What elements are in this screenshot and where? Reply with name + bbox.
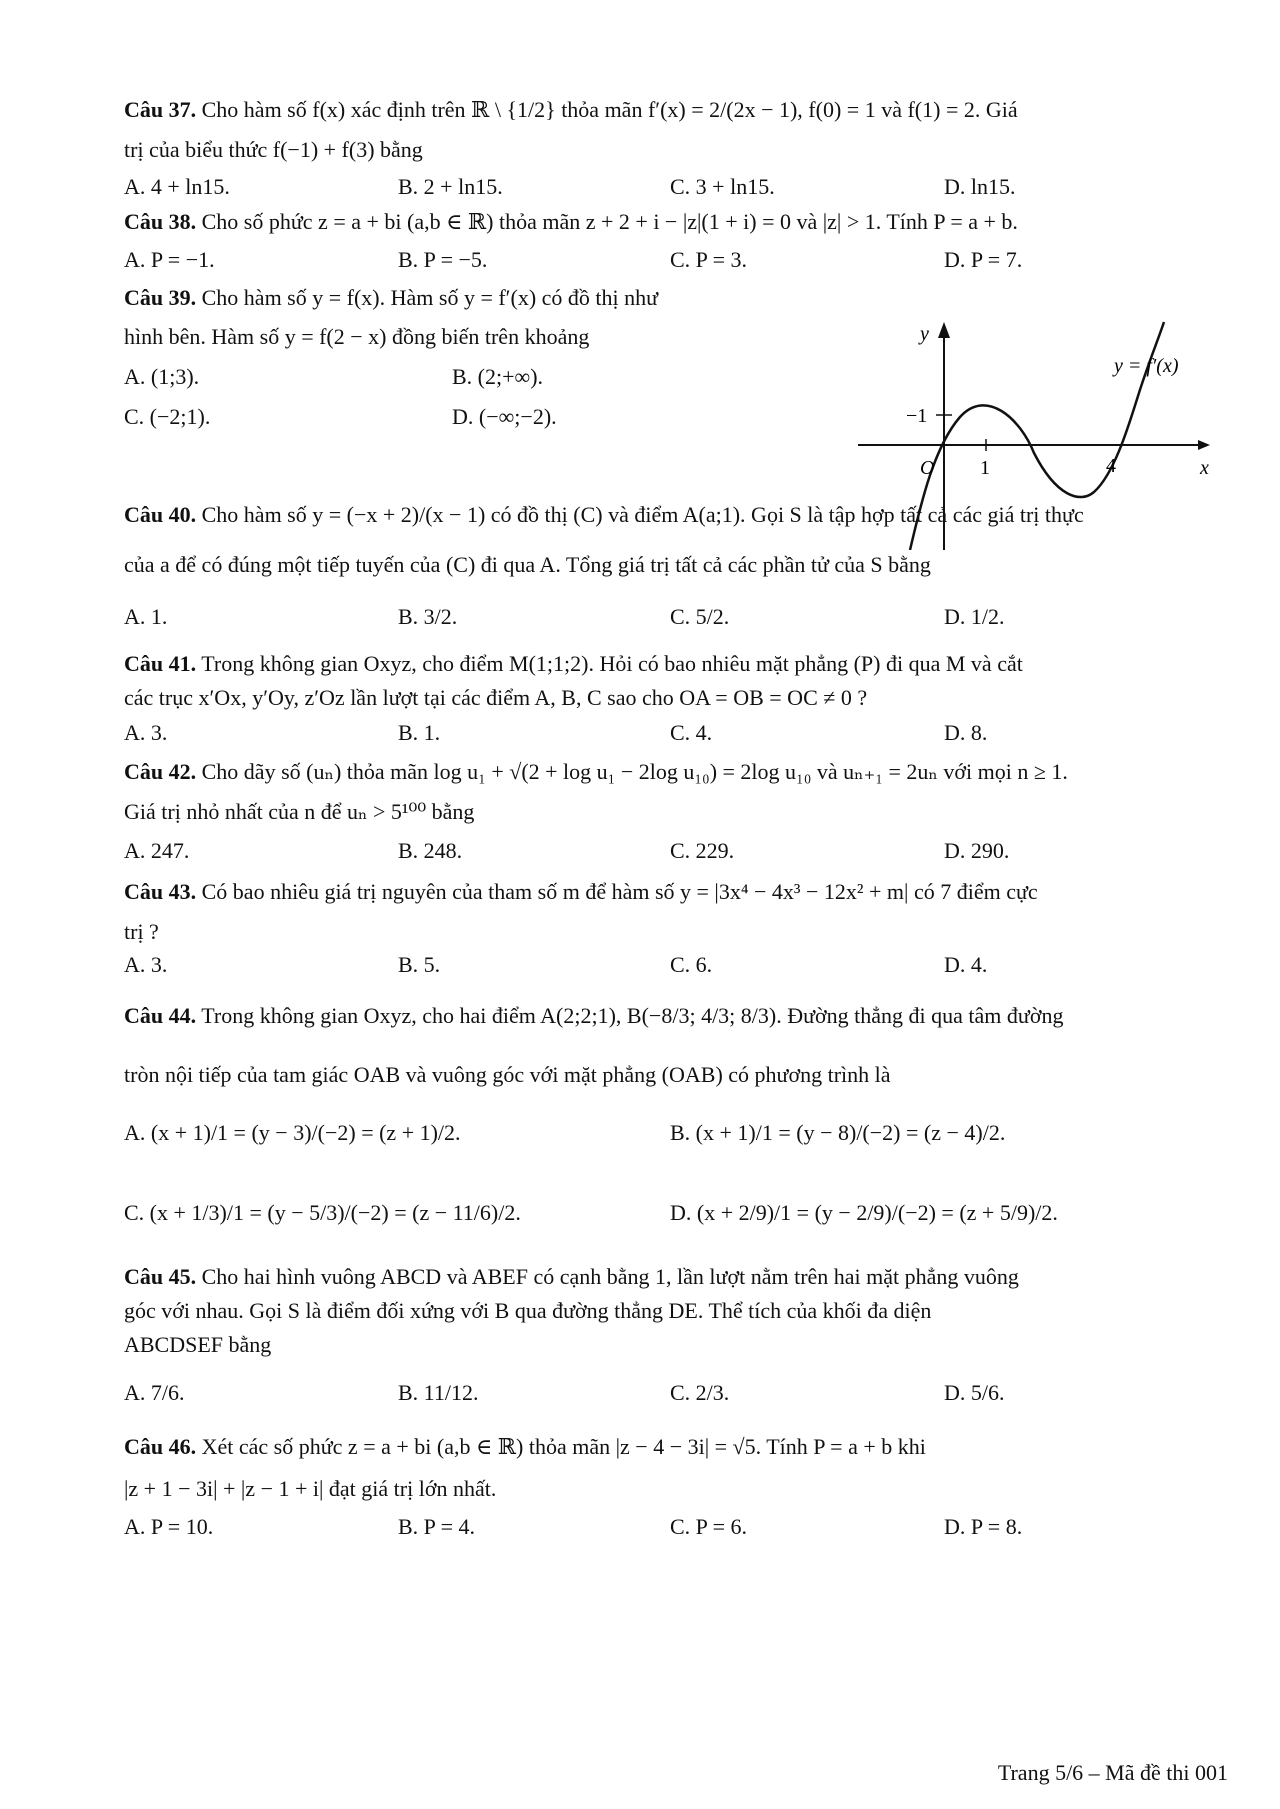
- q40-option-d[interactable]: D. 1/2.: [944, 604, 1005, 629]
- tick-label-1: 1: [980, 457, 990, 479]
- q46-option-b[interactable]: B. P = 4.: [398, 1514, 475, 1539]
- q39-line1: [124, 283, 658, 313]
- q41-label: Câu 41.: [124, 651, 197, 676]
- q42-text1: Cho dãy số (uₙ) thỏa mãn log u₁ + √(2 + log u₁ − 2log u₁₀) = 2log u₁₀ và uₙ₊₁ = 2uₙ với mọi n ≥ 1.: [201, 759, 1068, 784]
- q40-text1: Cho hàm số y = (−x + 2)/(x − 1) có đồ thị (C) và điểm A(a;1). Gọi S là tập hợp tất cả các giá trị thực: [201, 502, 1084, 527]
- q37-line2: trị của biểu thức f(−1) + f(3) bằng: [124, 137, 423, 162]
- q37-option-c[interactable]: C. 3 + ln15.: [670, 174, 775, 199]
- q37-line1: [124, 95, 1018, 125]
- q45-line1: [124, 1262, 1019, 1292]
- q37-option-b[interactable]: B. 2 + ln15.: [398, 174, 503, 199]
- q46-option-a[interactable]: A. P = 10.: [124, 1514, 214, 1539]
- q38-label: Câu 38.: [124, 209, 197, 234]
- q38-text1: Cho số phức z = a + bi (a,b ∈ ℝ) thỏa mãn z + 2 + i − |z|(1 + i) = 0 và |z| > 1. Tính P = a + b.: [201, 209, 1018, 234]
- q42-line1: [124, 757, 1068, 787]
- q46-option-c[interactable]: C. P = 6.: [670, 1514, 747, 1539]
- q39-option-b[interactable]: B. (2;+∞).: [452, 364, 544, 389]
- q42-option-d[interactable]: D. 290.: [944, 838, 1010, 863]
- q44-line1: [124, 1001, 1063, 1031]
- q46-option-d[interactable]: D. P = 8.: [944, 1514, 1023, 1539]
- q42-option-b[interactable]: B. 248.: [398, 838, 463, 863]
- q44-option-c[interactable]: C. (x + 1/3)/1 = (y − 5/3)/(−2) = (z − 11/6)/2.: [124, 1200, 521, 1225]
- q44-option-b[interactable]: B. (x + 1)/1 = (y − 8)/(−2) = (z − 4)/2.: [670, 1120, 1006, 1145]
- q43-option-d[interactable]: D. 4.: [944, 952, 988, 977]
- curve-label: y = f′(x): [1114, 355, 1179, 377]
- q45-option-c[interactable]: C. 2/3.: [670, 1380, 730, 1405]
- q37-text1: Cho hàm số f(x) xác định trên ℝ \ {1/2} thỏa mãn f′(x) = 2/(2x − 1), f(0) = 1 và f(1) = 2. Giá: [201, 97, 1018, 122]
- q43-line1: [124, 877, 1038, 907]
- q40-line1: [124, 500, 1084, 530]
- q45-option-b[interactable]: B. 11/12.: [398, 1380, 479, 1405]
- q44-line2: tròn nội tiếp của tam giác OAB và vuông góc với mặt phẳng (OAB) có phương trình là: [124, 1062, 891, 1087]
- q46-label: Câu 46.: [124, 1434, 197, 1459]
- q37-option-d[interactable]: D. ln15.: [944, 174, 1016, 199]
- origin-label: O: [920, 457, 935, 479]
- q43-text1: Có bao nhiêu giá trị nguyên của tham số m để hàm số y = |3x⁴ − 4x³ − 12x² + m| có 7 điểm cực: [201, 879, 1038, 904]
- q44-option-a[interactable]: A. (x + 1)/1 = (y − 3)/(−2) = (z + 1)/2.: [124, 1120, 461, 1145]
- q39-label: Câu 39.: [124, 285, 197, 310]
- q45-option-d[interactable]: D. 5/6.: [944, 1380, 1005, 1405]
- q37-option-a[interactable]: A. 4 + ln15.: [124, 174, 230, 199]
- q40-line2: của a để có đúng một tiếp tuyến của (C) đi qua A. Tổng giá trị tất cả các phần tử của S bằng: [124, 552, 931, 577]
- q44-option-d[interactable]: D. (x + 2/9)/1 = (y − 2/9)/(−2) = (z + 5/9)/2.: [670, 1200, 1058, 1225]
- q46-line1: [124, 1432, 926, 1462]
- q41-option-a[interactable]: A. 3.: [124, 720, 168, 745]
- q37-label: Câu 37.: [124, 97, 197, 122]
- q42-option-a[interactable]: A. 247.: [124, 838, 190, 863]
- q44-label: Câu 44.: [124, 1003, 197, 1028]
- q38-option-b[interactable]: B. P = −5.: [398, 247, 488, 272]
- q41-option-c[interactable]: C. 4.: [670, 720, 713, 745]
- y-axis-label: y: [920, 323, 929, 345]
- q39-option-c[interactable]: C. (−2;1).: [124, 404, 211, 429]
- q39-option-a[interactable]: A. (1;3).: [124, 364, 200, 389]
- q45-line3: ABCDSEF bằng: [124, 1332, 272, 1357]
- q45-option-a[interactable]: A. 7/6.: [124, 1380, 185, 1405]
- q41-line2: các trục x′Ox, y′Oy, z′Oz lần lượt tại các điểm A, B, C sao cho OA = OB = OC ≠ 0 ?: [124, 685, 868, 710]
- q38-option-d[interactable]: D. P = 7.: [944, 247, 1023, 272]
- q43-line2: trị ?: [124, 919, 159, 944]
- q42-line2: Giá trị nhỏ nhất của n để uₙ > 5¹⁰⁰ bằng: [124, 799, 475, 824]
- q41-option-b[interactable]: B. 1.: [398, 720, 441, 745]
- q46-line2: |z + 1 − 3i| + |z − 1 + i| đạt giá trị lớn nhất.: [124, 1476, 497, 1501]
- q39-line2: hình bên. Hàm số y = f(2 − x) đồng biến trên khoảng: [124, 324, 590, 349]
- q42-label: Câu 42.: [124, 759, 197, 784]
- q38-option-a[interactable]: A. P = −1.: [124, 247, 215, 272]
- q40-label: Câu 40.: [124, 502, 197, 527]
- x-axis-arrow-icon: [1198, 440, 1210, 450]
- tick-label-neg1: −1: [906, 405, 928, 427]
- q40-option-a[interactable]: A. 1.: [124, 604, 168, 629]
- q43-option-c[interactable]: C. 6.: [670, 952, 713, 977]
- q38-line1: [124, 207, 1018, 237]
- q43-label: Câu 43.: [124, 879, 197, 904]
- tick-label-4: 4: [1106, 455, 1116, 477]
- q45-line2: góc với nhau. Gọi S là điểm đối xứng với B qua đường thẳng DE. Thể tích của khối đa diện: [124, 1298, 932, 1323]
- q41-line1: [124, 649, 1023, 679]
- x-axis-label: x: [1200, 457, 1209, 479]
- y-axis-arrow-icon: [938, 322, 950, 338]
- q44-text1: Trong không gian Oxyz, cho hai điểm A(2;2;1), B(−8/3; 4/3; 8/3). Đường thẳng đi qua tâm đường: [201, 1003, 1064, 1028]
- q41-option-d[interactable]: D. 8.: [944, 720, 988, 745]
- q45-text1: Cho hai hình vuông ABCD và ABEF có cạnh bằng 1, lần lượt nằm trên hai mặt phẳng vuông: [201, 1264, 1019, 1289]
- q40-option-c[interactable]: C. 5/2.: [670, 604, 730, 629]
- q42-option-c[interactable]: C. 229.: [670, 838, 735, 863]
- q40-option-b[interactable]: B. 3/2.: [398, 604, 458, 629]
- q39-option-d[interactable]: D. (−∞;−2).: [452, 404, 557, 429]
- q43-option-a[interactable]: A. 3.: [124, 952, 168, 977]
- page-footer: Trang 5/6 – Mã đề thi 001: [997, 1760, 1228, 1785]
- q41-text1: Trong không gian Oxyz, cho điểm M(1;1;2). Hỏi có bao nhiêu mặt phẳng (P) đi qua M và cắt: [201, 651, 1023, 676]
- q46-text1: Xét các số phức z = a + bi (a,b ∈ ℝ) thỏa mãn |z − 4 − 3i| = √5. Tính P = a + b khi: [201, 1434, 926, 1459]
- q43-option-b[interactable]: B. 5.: [398, 952, 441, 977]
- q38-option-c[interactable]: C. P = 3.: [670, 247, 747, 272]
- q39-text1: Cho hàm số y = f(x). Hàm số y = f′(x) có đồ thị như: [201, 285, 659, 310]
- q45-label: Câu 45.: [124, 1264, 197, 1289]
